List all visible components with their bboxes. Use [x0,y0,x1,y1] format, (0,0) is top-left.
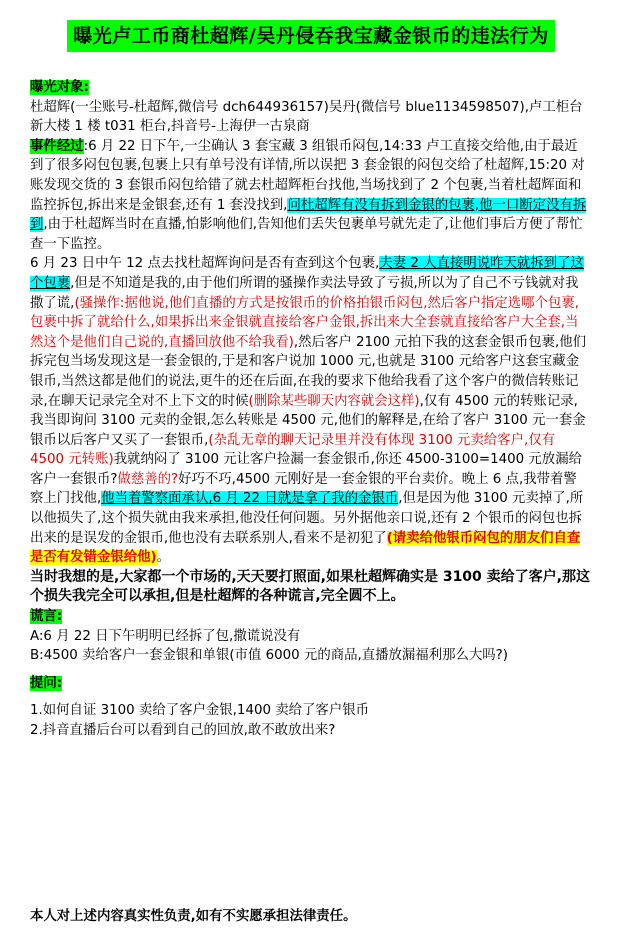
red-note: (骚操作:据他说,他们直播的方式是按银币的价格拍银币闷包,然后客户指定选哪个包裹,包裹中拆了就给什么,如果拆出来金银就直接给客户金银,拆出来大全套就直接给客户大全套,当然这个是他们自己说的,直播回放他不给我看) [30,295,580,350]
event-text: ,但是不知道是我的,由于他们所谓的骚操作卖法导致了亏损,所以为了自己不亏钱就对我撒了谎, [30,275,579,311]
questions-label-line [30,674,590,694]
lies-label-line [30,607,590,627]
lie-a: A:6 月 22 日下午明明已经拆了包,撒谎说没有 [30,628,301,644]
event-paragraph-2 [30,254,590,568]
main-content [30,78,590,741]
event-text: ,由于杜超辉当时在直播,怕影响他们,告知他们丢失包裹单号就先走了,让他们事后方便了帮忙查一下监控。 [30,217,583,252]
lies-label: 谎言: [30,609,63,625]
event-text: :6 月 22 日下午,一尘确认 3 套宝藏 3 组银币闷包,14:33 卢工直接交给他,由于最近到了很多闷包包裹,包裹上只有单号没有详情,所以误把 3 套金银的闷包交给了杜超辉,15:20 对账发现交货的 3 套银币闷包给错了就去杜超辉柜台找他,当场找到了 2 个包裹,当着杜超辉面和监控拆包,拆出来是金银套,还有 1 套没找到, [30,138,585,213]
footer-statement: 本人对上述内容真实性负责,如有不实愿承担法律责任。 [30,909,357,924]
red-note: 做慈善的? [117,471,179,487]
question-2: 2.抖音直播后台可以看到自己的回放,敢不敢放出来? [30,723,336,738]
question-1: 1.如何自证 3100 卖给了客户金银,1400 卖给了客户银币 [30,703,369,719]
exposure-label-line [30,78,590,98]
event-text: 好巧不巧,4500 元刚好是一套金银的平台卖价。晚上 6 点,我带着警察上门找他, [30,471,577,507]
bold-statement: 当时我想的是,大家都一个市场的,天天要打照面,如果杜超辉确实是 3100 卖给了客户,那这个损失我完全可以承担,但是杜超辉的各种谎言,完全圆不上。 [30,568,590,605]
event-paragraph-1 [30,137,590,255]
red-note: (杂乱无章的聊天记录里并没有体现 3100 元卖给客户,仅有 4500 元转账) [30,432,556,468]
event-label: 事件经过 [30,138,84,154]
event-text: ,但是因为他 3100 元卖掉了,所以他损失了,这个损失就由我来承担,他没任何问题。另外据他亲口说,还有 2 个银币的闷包也拆出来的是误发的金银币,他也没有去联系别人,看来不是初犯了 [30,491,584,546]
exposure-text: 杜超辉(一尘账号-杜超辉,微信号 dch644936157)吴丹(微信号 blue1134598507),卢工柜台新大楼 1 楼 t031 柜台,抖音号-上海伊一古泉商 [30,99,583,135]
spacer [30,666,590,674]
yellow-warning: (请卖给他银币闷包的朋友们自查是否有发错金银给他) [30,530,581,566]
event-text: 6 月 23 日中午 12 点去找杜超辉询问是否有查到这个包裹, [30,256,380,272]
event-text: ,仅有 4500 元的转账记录,我当即询问 3100 元卖的金银,怎么转账是 4500 元,他们的解释是,在给了客户 3100 元一套金银币以后客户又买了一套银币, [30,393,586,448]
event-text: ,然后客户 2100 元拍下我的这套金银币包裹,他们拆完包当场发现这是一套金银的,于是和客户说加 1000 元,也就是 3100 元给客户这套宝藏金银币,当然这都是他们的说法,更牛的还在后面,在我的要求下他给我看了这个客户的微信转账记录,在聊天记录完全对不上下文的时候 [30,334,587,409]
event-text: 。 [156,550,171,566]
red-note: (删除某些聊天内容就会这样) [248,393,420,409]
highlight-admission: 夫妻 2 人直接明说昨天就拆到了这个包裹 [30,256,584,291]
event-text: 我就纳闷了 3100 元让客户捡漏一套金银币,你还 4500-3100=1400 元放漏给客户一套银币? [30,452,582,487]
spacer [30,693,590,701]
exposure-label: 曝光对象: [30,80,89,95]
highlight-denial: 问杜超辉有没有拆到金银的包裹,他一口断定没有拆到 [30,197,587,233]
lie-b: B:4500 卖给客户一套金银和单银(市值 6000 元的商品,直播放漏福利那么大吗?) [30,648,508,664]
title-wrapper [0,20,622,52]
highlight-police-admission: 他当着警察面承认,6 月 22 日就是拿了我的金银币 [101,491,399,507]
document-title: 曝光卢工币商杜超辉/吴丹侵吞我宝藏金银币的违法行为 [67,20,554,52]
questions-label: 提问: [30,675,63,691]
